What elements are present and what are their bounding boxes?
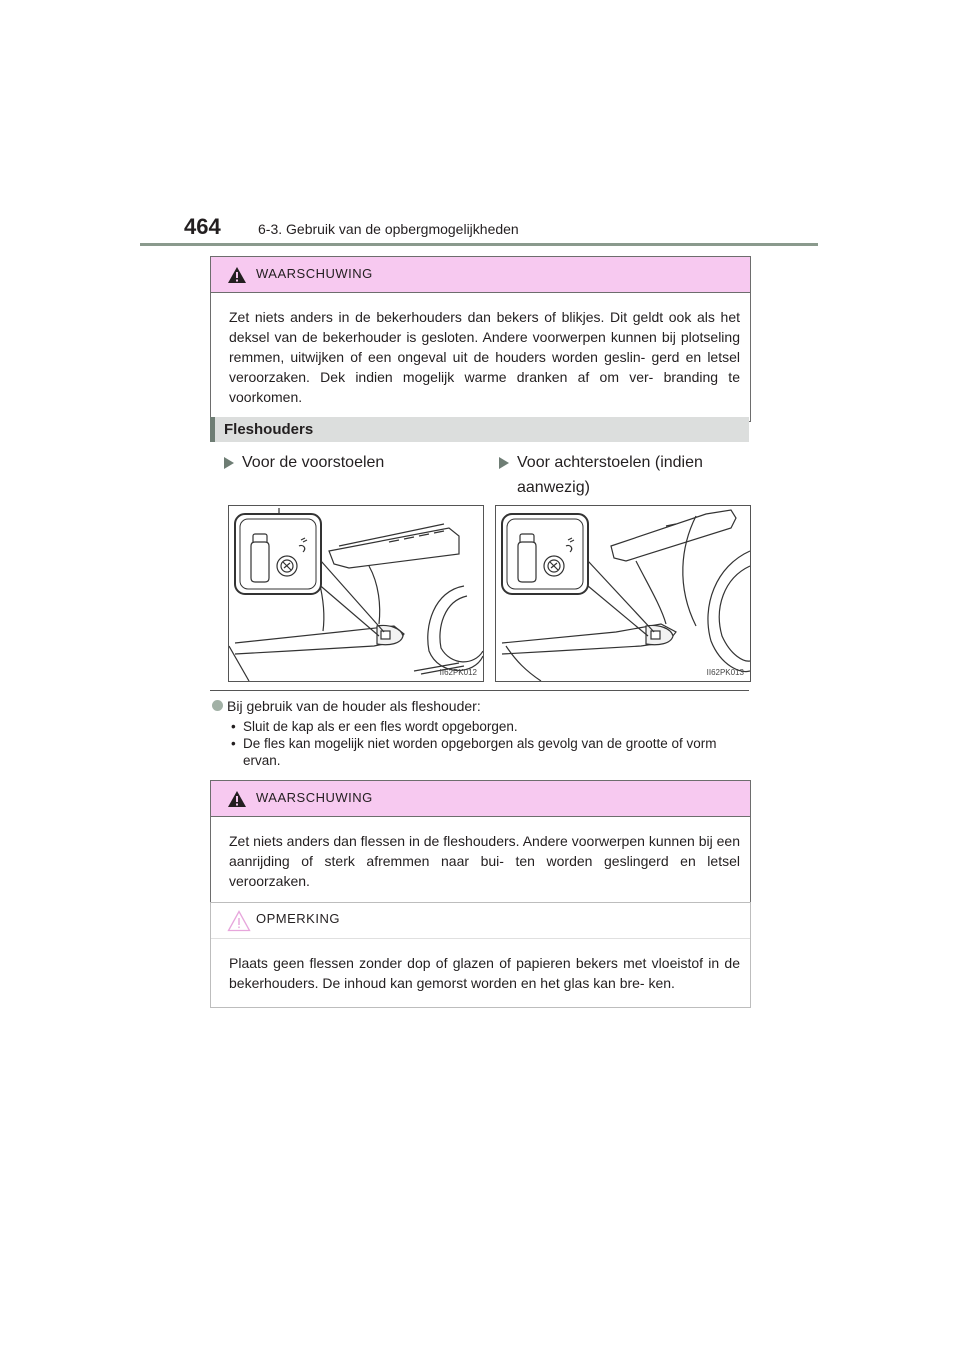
- warning-title: WAARSCHUWING: [256, 266, 373, 281]
- warning-text: Zet niets anders dan flessen in de fleshouders. Andere voorwerpen kunnen bij een aanrijding of sterk afremmen naar bui- ten worden geslingerd en letsel veroorzaken.: [229, 833, 740, 889]
- figure-divider: [210, 690, 749, 691]
- section-title: Fleshouders: [224, 421, 314, 438]
- figure-code: II62PK013: [706, 668, 744, 677]
- caution-outline-icon: [227, 910, 251, 932]
- warning-title: WAARSCHUWING: [256, 790, 373, 805]
- warning-box: [210, 780, 751, 906]
- warning-header: [211, 781, 750, 817]
- subsection-label: Voor achterstoelen (indien aanwezig): [517, 454, 703, 496]
- warning-icon: [227, 790, 247, 808]
- section-accent: [210, 417, 215, 442]
- warning-header: [211, 257, 750, 293]
- note-header: [211, 903, 750, 939]
- note-title: OPMERKING: [256, 911, 340, 926]
- section-breadcrumb: 6-3. Gebruik van de opbergmogelijkheden: [258, 221, 519, 237]
- subsection-label: Voor de voorstoelen: [242, 454, 385, 471]
- note-box: [210, 902, 751, 1008]
- bottle-holder-door-illustration: [229, 506, 483, 681]
- bullet-dot-icon: [212, 700, 223, 711]
- sub-list-text: De fles kan mogelijk niet worden opgeborgen als gevolg van de grootte of vorm ervan.: [243, 736, 717, 768]
- note-text: Plaats geen flessen zonder dop of glazen of papieren bekers met vloeistof in de bekerhouders. De inhoud kan gemorst worden en het glas kan bre- ken.: [229, 955, 740, 991]
- bullet-point-icon: •: [231, 719, 236, 734]
- header-divider: [140, 243, 818, 246]
- triangle-right-icon: [224, 457, 234, 469]
- bullet-point-icon: •: [231, 736, 236, 751]
- page-number: 464: [184, 214, 221, 239]
- triangle-right-icon: [499, 457, 509, 469]
- figure-front-door: [228, 505, 484, 682]
- figure-code: II62PK012: [439, 668, 477, 677]
- sub-list-text: Sluit de kap als er een fles wordt opgeborgen.: [243, 719, 518, 734]
- figure-rear-door: [495, 505, 751, 682]
- sub-list-item: [231, 735, 746, 769]
- section-heading: [210, 417, 749, 442]
- sub-list-item: [231, 718, 746, 735]
- bullet-text: Bij gebruik van de houder als fleshouder:: [227, 698, 481, 714]
- warning-box: [210, 256, 751, 422]
- bottle-holder-rear-door-illustration: [496, 506, 750, 681]
- warning-text: Zet niets anders in de bekerhouders dan bekers of blikjes. Dit geldt ook als het deksel van de bekerhouder is gesloten. Andere voorwerpen kunnen bij plotseling remmen, uitwijken of een ongeval uit de houders worden geslin- gerd en letsel veroorzaken. Dek indien mogelijk warme dranken af om ver- branding te voorkomen.: [229, 309, 740, 405]
- warning-icon: [227, 266, 247, 284]
- bullet-sub-list: [231, 718, 746, 769]
